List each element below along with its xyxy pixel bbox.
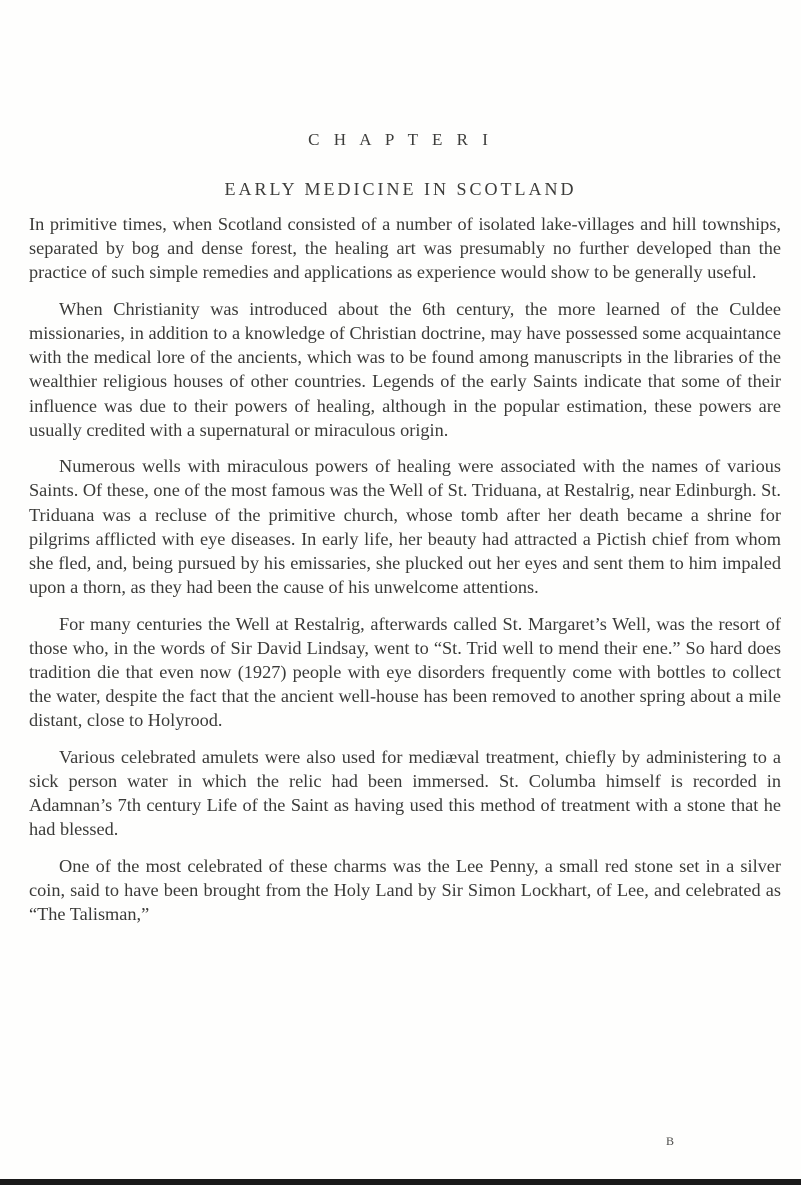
paragraph: Numerous wells with miraculous powers of healing were associated with the names of various Saints. Of these, one of the most famous was the Well of St. Triduana, at Restalrig, near Edinburgh. St. Triduana was a recluse of the primitive church, whose tomb after her death became a shrine for pilgrims afflicted with eye diseases. In early life, her beauty had attracted a Pictish chief from whom she fled, and, being pursued by his emissaries, she plucked out her eyes and sent them to him impaled upon a thorn, as they had been the cause of his unwelcome attentions. bbox=[29, 456, 781, 598]
paragraph: For many centuries the Well at Restalrig, afterwards called St. Margaret’s Well, was the resort of those who, in the words of Sir David Lindsay, went to “St. Trid well to mend their ene.” So hard does tradition die that even now (1927) people with eye disorders frequently come with bottles to collect the water, despite the fact that the ancient well-house has been removed to another spring about a mile distant, close to Holyrood. bbox=[29, 613, 781, 731]
body-text bbox=[29, 212, 781, 939]
chapter-label: C H A P T E R I bbox=[308, 130, 493, 149]
paragraph: When Christianity was introduced about the 6th century, the more learned of the Culdee missionaries, in addition to a knowledge of Christian doctrine, may have possessed some acquaintance with the medical lore of the ancients, which was to be found among manuscripts in the libraries of the wealthier religious houses of other countries. Legends of the early Saints indicate that some of their influence was due to their powers of healing, although in the popular estimation, these powers are usually credited with a supernatural or miraculous origin. bbox=[29, 298, 781, 440]
paragraph: Various celebrated amulets were also used for mediæval treatment, chiefly by administering to a sick person water in which the relic had been immersed. St. Columba himself is recorded in Adamnan’s 7th century Life of the Saint as having used this method of treatment with a stone that he had blessed. bbox=[29, 746, 781, 840]
paragraph: One of the most celebrated of these charms was the Lee Penny, a small red stone set in a silver coin, said to have been brought from the Holy Land by Sir Simon Lockhart, of Lee, and celebrated as “The Talisman,” bbox=[29, 855, 781, 925]
chapter-title: EARLY MEDICINE IN SCOTLAND bbox=[224, 179, 577, 199]
paragraph: In primitive times, when Scotland consisted of a number of isolated lake-villages and hill townships, separated by bog and dense forest, the healing art was presumably no further developed than the practice of such simple remedies and applications as experience would show to be generally useful. bbox=[29, 214, 781, 283]
page-bottom-edge bbox=[0, 1179, 801, 1185]
signature-mark: B bbox=[666, 1134, 675, 1148]
